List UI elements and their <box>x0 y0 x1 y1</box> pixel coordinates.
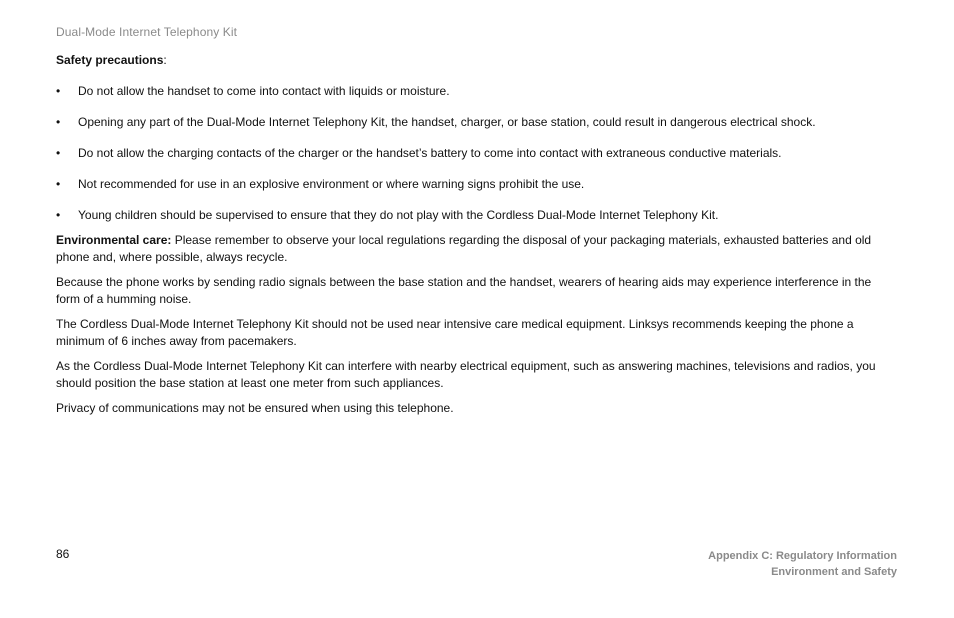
bullet-icon: • <box>56 208 61 222</box>
list-item <box>56 207 896 224</box>
safety-heading-colon: : <box>163 53 167 67</box>
footer-breadcrumb <box>708 548 897 580</box>
running-header: Dual-Mode Internet Telephony Kit <box>56 25 238 39</box>
environmental-care-paragraph <box>56 232 896 266</box>
list-item-text: Not recommended for use in an explosive environment or where warning signs prohibit the use. <box>78 177 585 191</box>
environmental-care-label: Environmental care: <box>56 233 172 247</box>
hearing-aid-paragraph: Because the phone works by sending radio signals between the base station and the handset, wearers of hearing aids may experience interference in the form of a humming noise. <box>56 275 872 306</box>
pacemaker-paragraph: The Cordless Dual-Mode Internet Telephony Kit should not be used near intensive care medical equipment. Linksys recommends keeping the phone a minimum of 6 inches away from pacemakers. <box>56 317 854 348</box>
page-number: 86 <box>56 547 70 561</box>
list-item <box>56 176 896 193</box>
list-item-text: Opening any part of the Dual-Mode Internet Telephony Kit, the handset, charger, or base station, could result in dangerous electrical shock. <box>78 115 816 129</box>
main-content <box>56 52 896 425</box>
privacy-paragraph: Privacy of communications may not be ensured when using this telephone. <box>56 401 454 415</box>
list-item-text: Do not allow the charging contacts of the charger or the handset’s battery to come into contact with extraneous conductive materials. <box>78 146 782 160</box>
list-item <box>56 114 896 131</box>
list-item <box>56 145 896 162</box>
list-item-text: Do not allow the handset to come into contact with liquids or moisture. <box>78 84 450 98</box>
list-item-text: Young children should be supervised to ensure that they do not play with the Cordless Dual-Mode Internet Telephony Kit. <box>78 208 719 222</box>
bullet-icon: • <box>56 84 61 98</box>
footer-chapter: Appendix C: Regulatory Information <box>708 550 897 562</box>
bullet-icon: • <box>56 177 61 191</box>
environmental-care-text: Please remember to observe your local regulations regarding the disposal of your packaging materials, exhausted batteries and old phone and, where possible, always recycle. <box>56 233 872 264</box>
list-item <box>56 83 896 100</box>
bullet-icon: • <box>56 146 61 160</box>
bullet-icon: • <box>56 115 61 129</box>
safety-heading-label: Safety precautions <box>56 53 164 67</box>
safety-heading <box>56 52 896 69</box>
safety-list <box>56 83 896 224</box>
footer-section: Environment and Safety <box>771 566 897 578</box>
interference-paragraph: As the Cordless Dual-Mode Internet Telephony Kit can interfere with nearby electrical equipment, such as answering machines, televisions and radios, you should position the base station at least one meter from such appliances. <box>56 359 876 390</box>
